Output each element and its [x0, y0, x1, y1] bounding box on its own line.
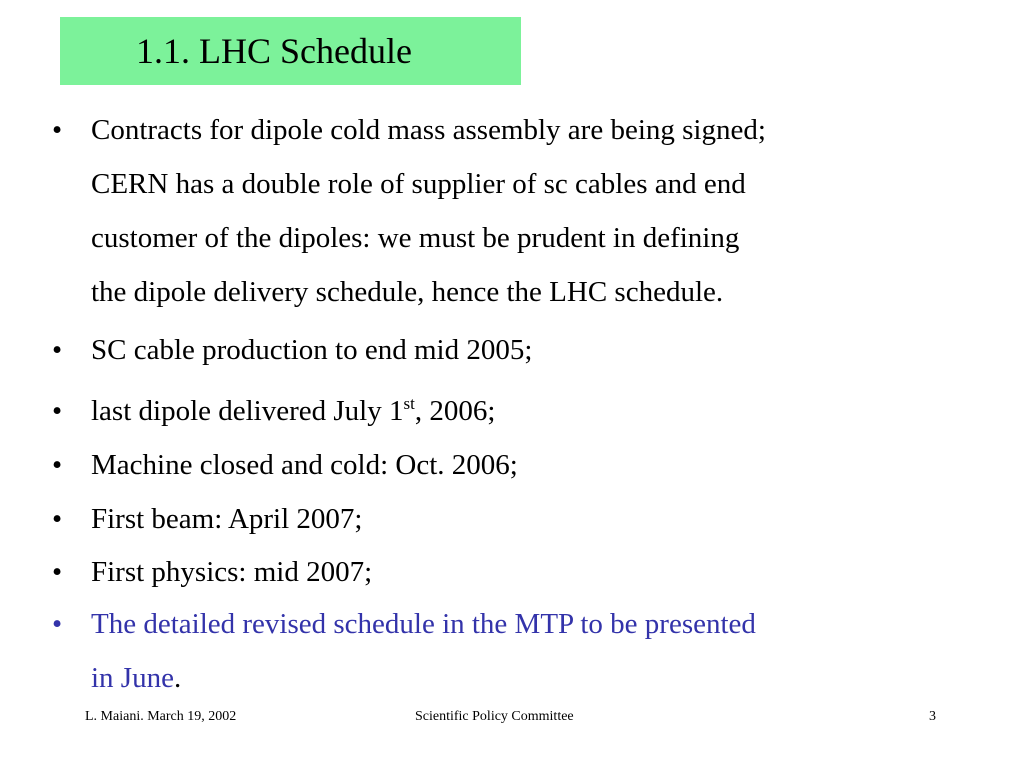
period: . [173, 662, 182, 694]
bullet-line: the dipole delivery schedule, hence the LHC schedule. [91, 276, 724, 308]
bullet-line [91, 651, 756, 705]
bullet-text [91, 103, 766, 319]
bullet-line [91, 384, 495, 438]
bullet-dot: • [52, 503, 63, 535]
bullet-text [91, 545, 372, 599]
slide-title: 1.1. LHC Schedule [136, 31, 412, 71]
bullet-text-pre: last dipole delivered July 1 [91, 395, 404, 427]
bullet-line: First physics: mid 2007; [91, 556, 373, 588]
title-box [60, 17, 521, 85]
bullet-dot: • [52, 114, 63, 146]
bullet-dot: • [52, 449, 63, 481]
bullet-line: First beam: April 2007; [91, 503, 363, 535]
bullet-dot: • [52, 608, 63, 640]
bullet-text [91, 384, 495, 438]
bullet-text [91, 323, 532, 377]
footer-page-number: 3 [929, 709, 936, 724]
bullet-line: CERN has a double role of supplier of sc cables and end [91, 168, 746, 200]
bullet-line: SC cable production to end mid 2005; [91, 334, 533, 366]
bullet-dot: • [52, 334, 63, 366]
bullet-text [91, 597, 756, 705]
bullet-text [91, 438, 518, 492]
bullet-dot: • [52, 556, 63, 588]
bullet-line: The detailed revised schedule in the MTP to be presented [91, 608, 756, 640]
bullet-line: Contracts for dipole cold mass assembly are being signed; [91, 114, 766, 146]
bullet-line-text: in June [91, 662, 174, 694]
bullet-text-post: , 2006; [414, 395, 496, 427]
bullet-line: Machine closed and cold: Oct. 2006; [91, 449, 518, 481]
bullet-line: customer of the dipoles: we must be prudent in defining [91, 222, 740, 254]
footer-committee: Scientific Policy Committee [415, 709, 574, 724]
superscript: st [403, 394, 415, 413]
bullet-text [91, 492, 362, 546]
footer-author-date: L. Maiani. March 19, 2002 [85, 709, 237, 724]
bullet-dot: • [52, 395, 63, 427]
